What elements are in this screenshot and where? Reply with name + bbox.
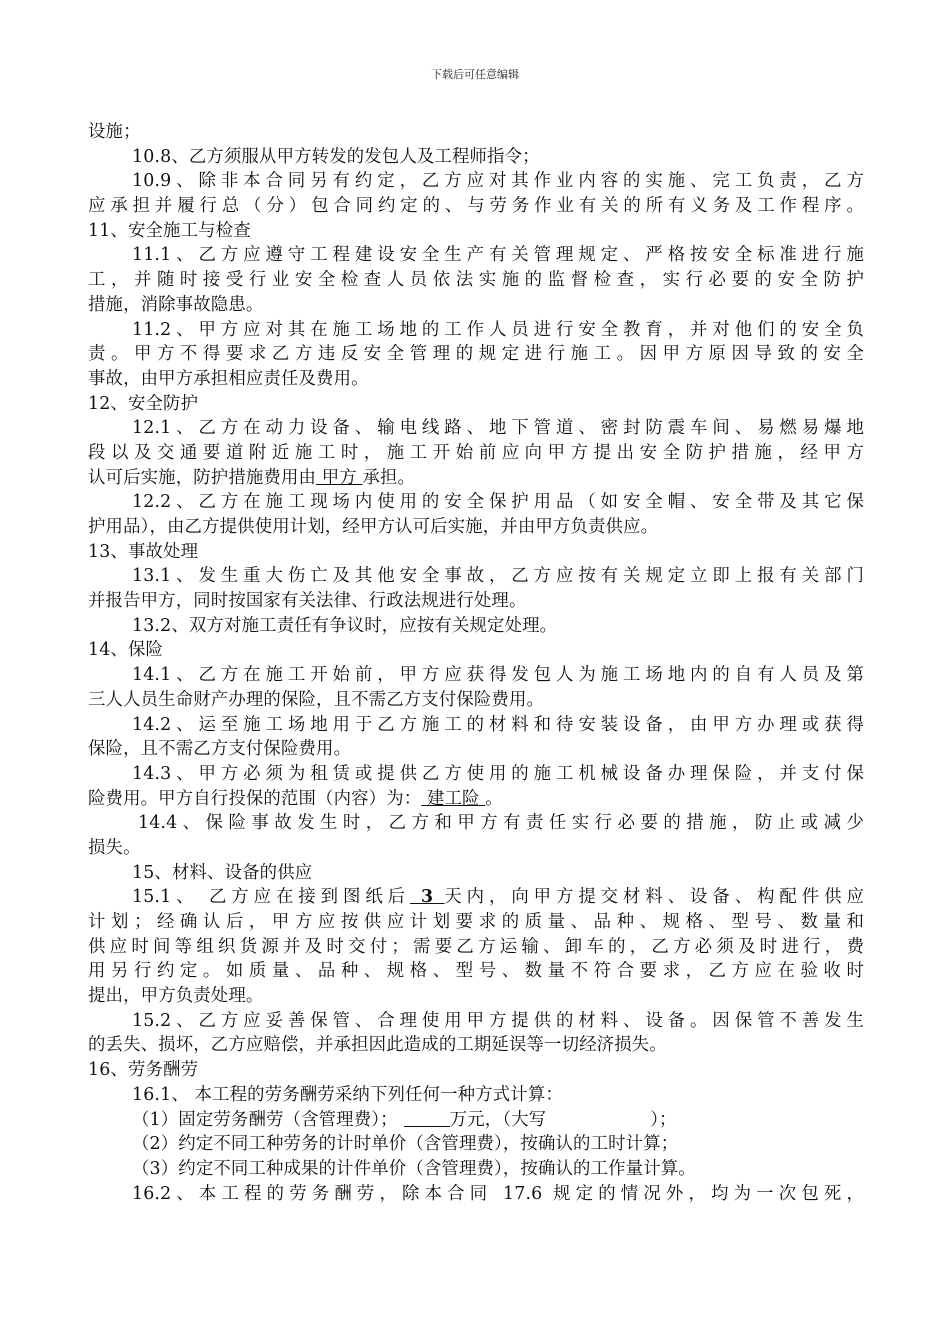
clause-15-2: 15.2、乙方应妥善保管、合理使用甲方提供的材料、设备。因保管不善发生 <box>132 1010 864 1031</box>
paragraph-line: 事故，由甲方承担相应责任及费用。 <box>88 368 369 389</box>
paragraph-line: 措施，消除事故隐患。 <box>88 294 264 315</box>
paragraph-line: 工，并随时接受行业安全检查人员依法实施的监督检查，实行必要的安全防护 <box>88 270 864 291</box>
text-run: 承担。 <box>362 467 416 488</box>
section-heading-16: 16、劳务酬劳 <box>88 1060 199 1081</box>
paragraph-line: 责。甲方不得要求乙方违反安全管理的规定进行施工。因甲方原因导致的安全 <box>88 344 864 365</box>
clause-11-2: 11.2、甲方应对其在施工场地的工作人员进行安全教育，并对他们的安全负 <box>132 319 864 340</box>
paragraph-line: 保险，且不需乙方支付保险费用。 <box>88 739 352 760</box>
text-run: 15.1、 乙方应在接到图纸后 <box>132 887 411 908</box>
clause-16-1: 16.1、 本工程的劳务酬劳采纳下列任何一种方式计算： <box>132 1084 563 1105</box>
clause-14-1: 14.1、乙方在施工开始前，甲方应获得发包人为施工场地内的自有人员及第 <box>132 665 864 686</box>
filled-field-insurance-scope: 建工险 <box>421 788 486 809</box>
document-body <box>88 120 864 1206</box>
text-run: 认可后实施，防护措施费用由 <box>88 467 317 488</box>
paragraph-line: 三人人员生命财产办理的保险，且不需乙方支付保险费用。 <box>88 689 545 710</box>
option-2-hourly: （2）约定不同工种劳务的计时单价（含管理费），按确认的工时计算； <box>132 1134 679 1155</box>
clause-10-9: 10.9、除非本合同另有约定，乙方应对其作业内容的实施、完工负责，乙方 <box>132 171 864 192</box>
paragraph-line: 的丢失、损坏，乙方应赔偿，并承担因此造成的工期延误等一切经济损失。 <box>88 1035 667 1056</box>
blank-amount-field <box>404 1109 450 1127</box>
paragraph-line: 损失。 <box>88 837 141 858</box>
paragraph-line: 应承担并履行总（分）包合同约定的、与劳务作业有关的所有义务及工作程序。 <box>88 196 864 217</box>
text-run: （1）固定劳务酬劳（含管理费）； <box>132 1109 398 1130</box>
clause-16-2: 16.2、本工程的劳务酬劳，除本合同 17.6 规定的情况外，均为一次包死， <box>132 1183 864 1204</box>
paragraph-line: 设施； <box>88 122 141 142</box>
clause-14-4: 14.4、保险事故发生时，乙方和甲方有责任实行必要的措施，防止或减少 <box>138 813 864 834</box>
page-header: 下载后可任意编辑 <box>431 68 519 81</box>
paragraph-line: 段以及交通要道附近施工时，施工开始前应向甲方提出安全防护措施，经甲方 <box>88 442 864 463</box>
paragraph-line: 计划；经确认后，甲方应按供应计划要求的质量、品种、规格、型号、数量和 <box>88 912 864 932</box>
section-heading-15: 15、材料、设备的供应 <box>132 862 313 883</box>
option-1-fixed-fee <box>88 1108 864 1133</box>
section-heading-12: 12、安全防护 <box>88 393 199 414</box>
clause-15-1 <box>88 885 864 910</box>
clause-12-1: 12.1、乙方在动力设备、输电线路、地下管道、密封防震车间、易燃易爆地 <box>132 418 864 439</box>
clause-10-8: 10.8、乙方须服从甲方转发的发包人及工程师指令； <box>132 146 540 167</box>
clause-13-1: 13.1、发生重大伤亡及其他安全事故，乙方应按有关规定立即上报有关部门 <box>132 566 864 587</box>
text-run: 险费用。甲方自行投保的范围（内容）为： <box>88 788 422 809</box>
text-run: 万元，（大写 <box>449 1109 547 1130</box>
paragraph-line: 护用品），由乙方提供使用计划，经甲方认可后实施，并由甲方负责供应。 <box>88 517 659 537</box>
option-3-piecework: （3）约定不同工种成果的计件单价（含管理费），按确认的工作量计算。 <box>132 1158 696 1179</box>
paragraph-line: 供应时间等组织货源并及时交付；需要乙方运输、卸车的，乙方必须及时进行，费 <box>88 936 864 957</box>
section-heading-11: 11、安全施工与检查 <box>88 220 251 241</box>
text-run: 天内，向甲方提交材料、设备、构配件供应 <box>444 887 864 908</box>
paragraph-line: 并报告甲方，同时按国家有关法律、行政法规进行处理。 <box>88 591 527 612</box>
clause-14-2: 14.2、运至施工场地用于乙方施工的材料和待安装设备，由甲方办理或获得 <box>132 714 864 735</box>
paragraph-line: 用另行约定。如质量、品种、规格、型号、数量不符合要求，乙方应在验收时 <box>88 961 864 982</box>
clause-13-2: 13.2、双方对施工责任有争议时，应按有关规定处理。 <box>132 615 558 636</box>
paragraph-line <box>88 787 864 812</box>
paragraph-line: 提出，甲方负责处理。 <box>88 986 264 1007</box>
paragraph-line <box>88 466 864 491</box>
text-run: 。 <box>485 788 503 809</box>
clause-11-1: 11.1、乙方应遵守工程建设安全生产有关管理规定、严格按安全标准进行施 <box>132 245 864 266</box>
filled-field-days: 3 <box>410 887 445 908</box>
clause-12-2: 12.2、乙方在施工现场内使用的安全保护用品（如安全帽、安全带及其它保 <box>132 492 864 513</box>
section-heading-14: 14、保险 <box>88 640 164 661</box>
text-run: ）； <box>650 1109 677 1130</box>
clause-14-3: 14.3、甲方必须为租赁或提供乙方使用的施工机械设备办理保险，并支付保 <box>132 763 864 784</box>
section-heading-13: 13、事故处理 <box>88 541 199 562</box>
filled-field-cost-bearer: 甲方 <box>316 467 363 488</box>
